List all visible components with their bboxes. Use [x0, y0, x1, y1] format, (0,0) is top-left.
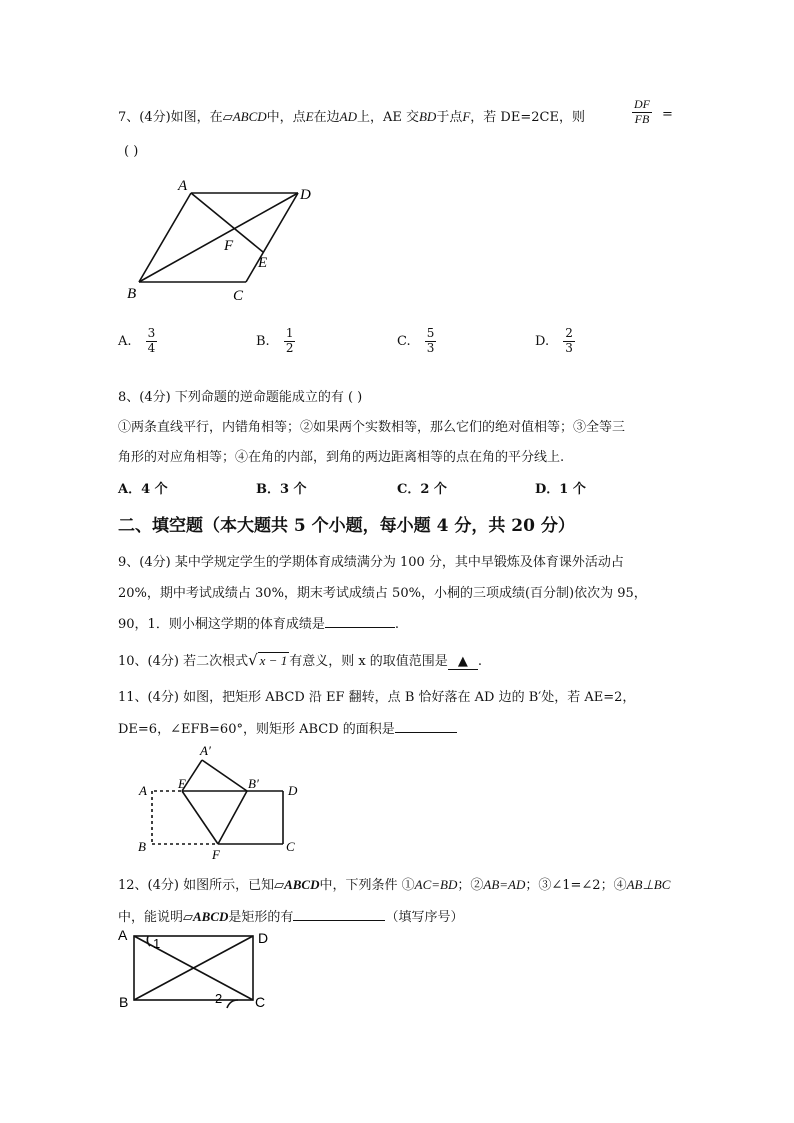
sqrt-icon: √	[248, 651, 258, 669]
parallelogram-symbol: ▱	[274, 878, 285, 893]
q11-label-a-prime: A′	[200, 743, 211, 758]
q11-label-c: C	[286, 839, 295, 854]
q7-option-a[interactable]: A. $\frac{3}{4}$	[118, 326, 156, 355]
q8-statements-line1: ①两条直线平行，内错角相等；②如果两个实数相等，那么它们的绝对值相等；③全等三	[118, 420, 626, 435]
q7-label-c: C	[233, 288, 244, 304]
q12-label-angle-2: 2	[215, 991, 223, 1006]
q12-line1: 12、(4分) 如图所示，已知▱ABCD中，下列条件 ①AC=BD；②AB=AD；③∠1=∠2；④AB⊥BC	[118, 877, 671, 893]
q8-option-c[interactable]: C．2 个	[397, 482, 447, 497]
q11-edge-b2f	[218, 791, 247, 844]
q12-label-angle-1: 1	[153, 936, 161, 951]
q12-answer-blank[interactable]	[293, 906, 385, 921]
parallelogram-symbol: ▱	[183, 910, 194, 925]
section-2-title: 二、填空题（本大题共 5 个小题，每小题 4 分，共 20 分）	[118, 516, 575, 536]
q7-parallelogram-figure	[120, 172, 320, 312]
q7-label-a: A	[178, 178, 188, 194]
q9-line1: 9、(4分) 某中学规定学生的学期体育成绩满分为 100 分，其中早锻炼及体育课外活动占	[118, 555, 624, 570]
q12-angle-1-arc	[147, 936, 150, 946]
q7-label-e: E	[258, 255, 268, 271]
q11-label-b: B	[138, 839, 146, 854]
q8-option-b[interactable]: B．3 个	[256, 482, 307, 497]
q10-answer-blank[interactable]: ▲	[448, 654, 478, 670]
q7-option-c[interactable]: C. $\frac{5}{3}$	[397, 326, 435, 355]
q7-equals: =	[662, 107, 673, 122]
q7-diagonal-bd	[139, 193, 298, 282]
q11-label-b-prime: B′	[248, 776, 259, 791]
q12-label-a: A	[118, 927, 128, 943]
q7-label-d: D	[300, 187, 311, 203]
q10-radicand: x − 1	[259, 653, 288, 668]
q7-edge-dc	[246, 193, 298, 282]
q12-rectangle-figure	[114, 924, 284, 1014]
q12-label-c: C	[255, 994, 266, 1010]
q7-stem: 7、(4分)如图，在▱ABCD中，点E在边AD上，AE 交BD于点F，若 DE=2CE，则	[118, 109, 585, 125]
q8-stem: 8、(4分) 下列命题的逆命题能成立的有 ( )	[118, 390, 363, 405]
q12-label-d: D	[258, 930, 269, 946]
q7-label-b: B	[127, 286, 137, 302]
q7-answer-paren: ( )	[124, 144, 139, 159]
q8-statements-line2: 角形的对应角相等；④在角的内部，到角的两边距离相等的点在角的平分线上.	[118, 450, 565, 465]
q7-label-f: F	[224, 238, 234, 254]
q9-answer-blank[interactable]	[325, 613, 395, 628]
q7-option-b[interactable]: B. $\frac{1}{2}$	[256, 326, 294, 355]
q7-fraction-df-fb: $\frac{DF}{FB}$	[634, 97, 650, 126]
q8-option-d[interactable]: D．1 个	[535, 482, 586, 497]
q10-stem: 10、(4分) 若二次根式√ x − 1 有意义，则 x 的取值范围是 ▲ .	[118, 651, 482, 669]
q11-label-e: E	[178, 776, 186, 791]
q12-angle-2-arc	[227, 1000, 238, 1008]
q8-option-a[interactable]: A．4 个	[118, 482, 168, 497]
q11-line1: 11、(4分) 如图，把矩形 ABCD 沿 EF 翻转，点 B 恰好落在 AD 边的 B′处，若 AE=2，	[118, 690, 636, 705]
q11-edge-a2b2	[202, 760, 247, 791]
q11-fold-figure	[130, 738, 310, 863]
q11-label-d: D	[288, 783, 298, 798]
q11-label-f: F	[212, 847, 220, 862]
q12-label-b: B	[119, 994, 129, 1010]
q9-line2: 20%，期中考试成绩占 30%，期末考试成绩占 50%，小桐的三项成绩(百分制)依次为 95，	[118, 586, 647, 601]
q11-label-a: A	[139, 783, 147, 798]
q11-fold-ef	[182, 791, 218, 844]
q11-line2: DE=6，∠EFB=60°，则矩形 ABCD 的面积是	[118, 718, 457, 737]
parallelogram-symbol: ▱	[222, 110, 233, 125]
q7-edge-ab	[139, 193, 191, 282]
q9-line3: 90，1．则小桐这学期的体育成绩是 .	[118, 613, 399, 632]
q7-option-d[interactable]: D. $\frac{2}{3}$	[535, 326, 573, 355]
q11-answer-blank[interactable]	[395, 718, 457, 733]
q12-line2: 中，能说明▱ABCD是矩形的有 （填写序号）	[118, 906, 463, 925]
